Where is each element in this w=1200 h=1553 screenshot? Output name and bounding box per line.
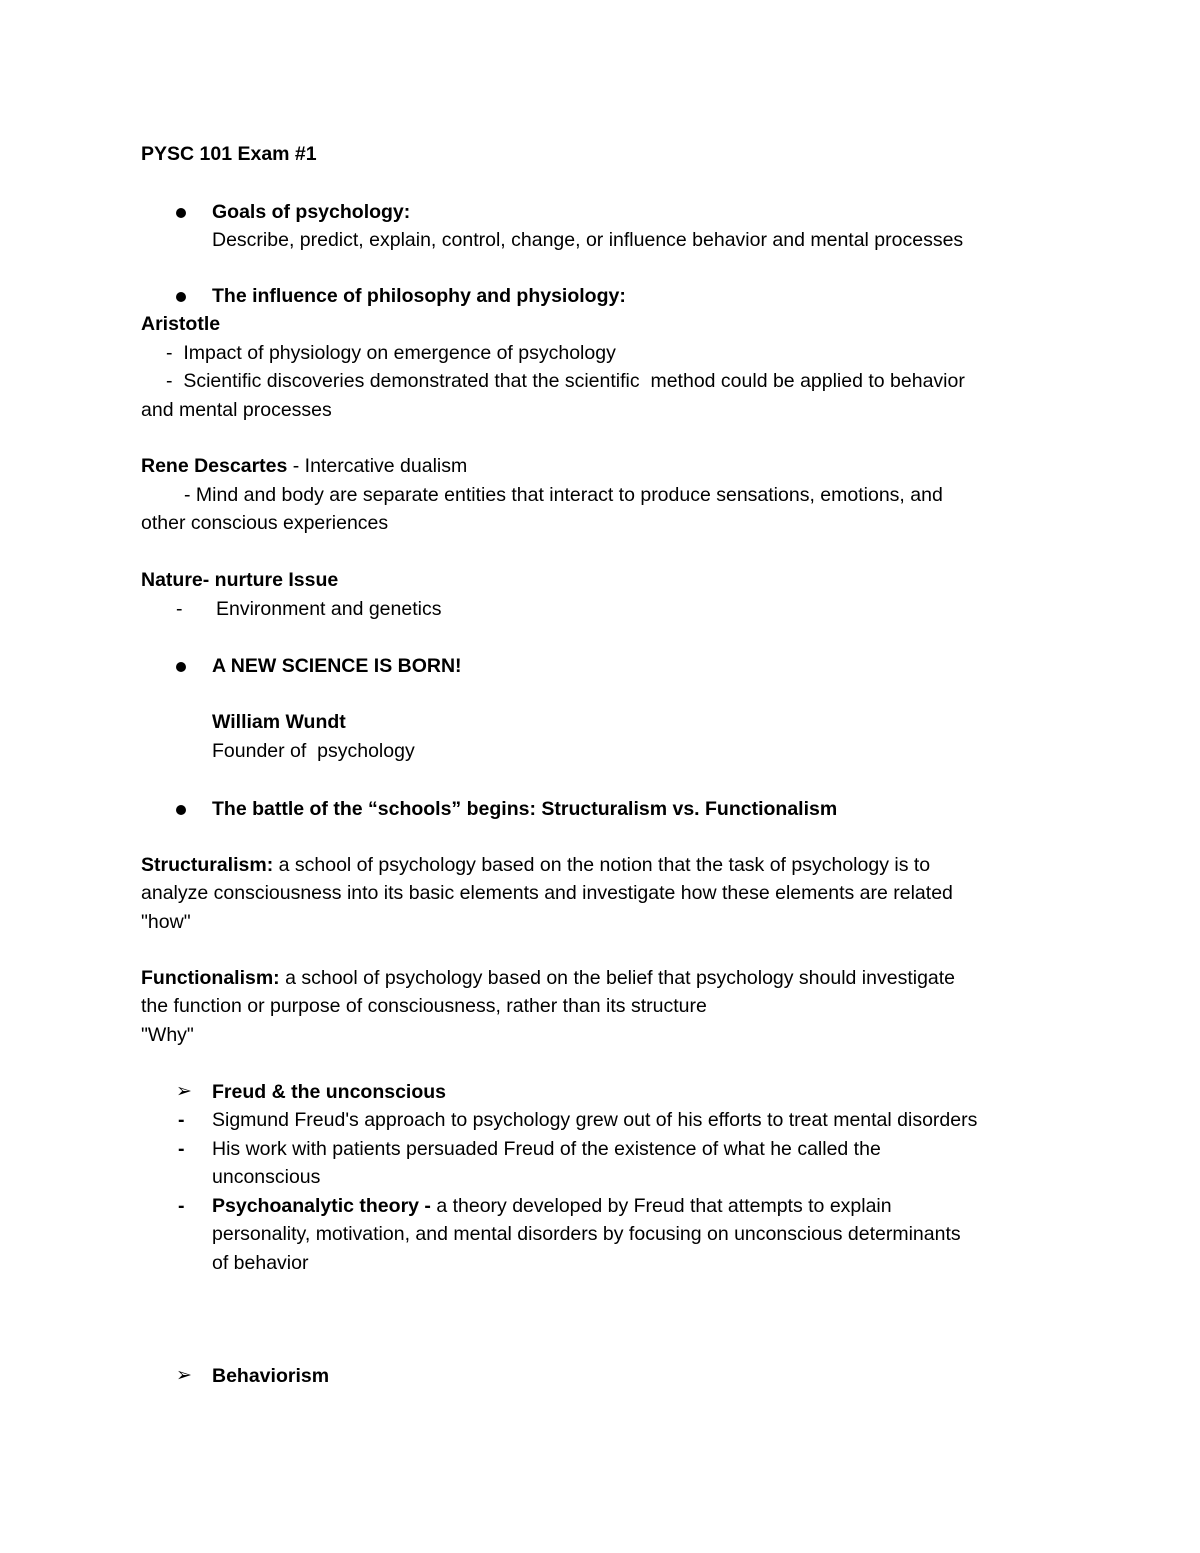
- functionalism-line-1: [141, 964, 955, 992]
- influence-heading: The influence of philosophy and physiology:: [212, 285, 626, 307]
- psychoanalytic-term: Psychoanalytic theory -: [212, 1195, 437, 1217]
- functionalism-term: Functionalism:: [141, 967, 280, 989]
- arrow-bullet-icon: ➢: [176, 1081, 192, 1102]
- bullet-icon: [176, 805, 186, 815]
- dash-icon: -: [178, 1195, 185, 1217]
- arrow-bullet-icon: ➢: [176, 1365, 192, 1386]
- dash-icon: -: [178, 1138, 185, 1160]
- dash-icon: -: [178, 1109, 185, 1131]
- freud-item-1: Sigmund Freud's approach to psychology grew out of his efforts to treat mental disorders: [212, 1109, 978, 1131]
- battle-heading: The battle of the “schools” begins: Structuralism vs. Functionalism: [212, 798, 838, 820]
- wundt-desc: Founder of psychology: [212, 740, 415, 762]
- freud-item-3-cont-2: of behavior: [212, 1252, 309, 1274]
- freud-item-3: [212, 1192, 892, 1220]
- structuralism-line-2: analyze consciousness into its basic elements and investigate how these elements are related: [141, 882, 953, 904]
- bullet-icon: [176, 662, 186, 672]
- freud-item-2-cont: unconscious: [212, 1166, 321, 1188]
- aristotle-point-2-cont: and mental processes: [141, 399, 332, 421]
- descartes-point-1: - Mind and body are separate entities that interact to produce sensations, emotions, and: [184, 484, 943, 506]
- functionalism-line-2: the function or purpose of consciousness, rather than its structure: [141, 995, 707, 1017]
- structuralism-line-3: "how": [141, 911, 191, 933]
- functionalism-def: a school of psychology based on the belief that psychology should investigate: [279, 967, 956, 989]
- nature-nurture-point: Environment and genetics: [216, 598, 442, 620]
- descartes-line: [141, 452, 467, 480]
- descartes-name: Rene Descartes: [141, 455, 288, 477]
- bullet-icon: [176, 208, 186, 218]
- descartes-desc: - Intercative dualism: [287, 455, 468, 477]
- wundt-name: William Wundt: [212, 711, 346, 733]
- aristotle-name: Aristotle: [141, 313, 221, 335]
- functionalism-line-3: "Why": [141, 1024, 194, 1046]
- descartes-point-1-cont: other conscious experiences: [141, 512, 389, 534]
- document-title: PYSC 101 Exam #1: [141, 143, 317, 165]
- behaviorism-heading: Behaviorism: [212, 1365, 330, 1387]
- freud-heading: Freud & the unconscious: [212, 1081, 447, 1103]
- bullet-icon: [176, 292, 186, 302]
- psychoanalytic-def: a theory developed by Freud that attempts to explain: [436, 1195, 892, 1217]
- freud-item-3-cont: personality, motivation, and mental disorders by focusing on unconscious determinants: [212, 1223, 961, 1245]
- new-science-heading: A NEW SCIENCE IS BORN!: [212, 655, 462, 677]
- structuralism-term: Structuralism:: [141, 854, 274, 876]
- nature-nurture-heading: Nature- nurture Issue: [141, 569, 339, 591]
- freud-item-2: His work with patients persuaded Freud of the existence of what he called the: [212, 1138, 881, 1160]
- aristotle-point-2: - Scientific discoveries demonstrated that the scientific method could be applied to behavior: [166, 370, 965, 392]
- aristotle-point-1: - Impact of physiology on emergence of psychology: [166, 342, 616, 364]
- goals-text: Describe, predict, explain, control, change, or influence behavior and mental processes: [212, 229, 964, 251]
- structuralism-line-1: [141, 851, 930, 879]
- goals-heading: Goals of psychology:: [212, 201, 411, 223]
- dash-icon: -: [176, 598, 183, 620]
- structuralism-def: a school of psychology based on the notion that the task of psychology is to: [273, 854, 931, 876]
